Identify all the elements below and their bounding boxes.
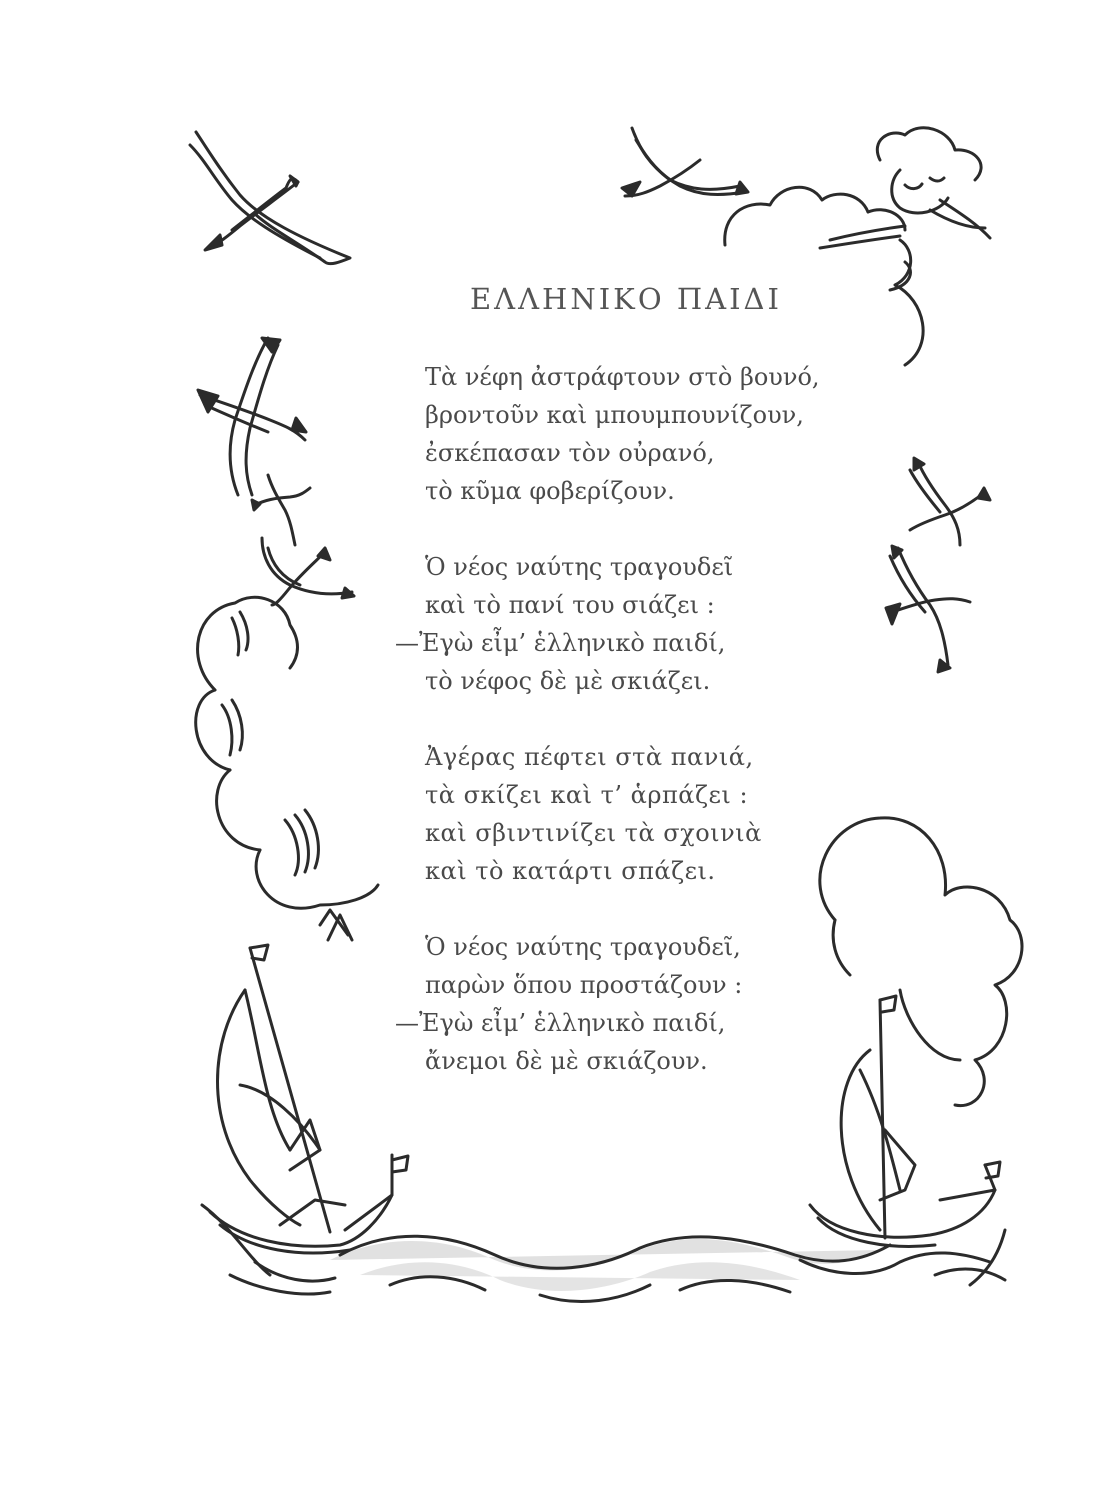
- poem-line: καὶ τὸ κατάρτι σπάζει.: [425, 857, 716, 885]
- poem-line: τὰ σκίζει καὶ τ’ ἁρπάζει :: [425, 781, 749, 809]
- stanza-3: [395, 738, 865, 890]
- seagull-icon: [886, 546, 970, 672]
- poem-line: —Ἐγὼ εἶμ’ ἑλληνικὸ παιδί,: [395, 629, 726, 657]
- poem-line: παρὼν ὅπου προστάζουν :: [425, 971, 743, 999]
- poem-body: [395, 358, 865, 1118]
- seagull-icon: [190, 132, 350, 264]
- poem-line: τὸ κῦμα φοβερίζουν.: [425, 477, 675, 505]
- stanza-4: [395, 928, 865, 1080]
- poem-line: τὸ νέφος δὲ μὲ σκιάζει.: [425, 667, 711, 695]
- poem-line: —Ἐγὼ εἶμ’ ἑλληνικὸ παιδί,: [395, 1009, 726, 1037]
- poem-line: Τὰ νέφη ἀστράφτουν στὸ βουνό,: [425, 363, 820, 391]
- stanza-2: [395, 548, 865, 700]
- poem-line: Ἀγέρας πέφτει στὰ πανιά,: [425, 743, 754, 771]
- seagull-icon: [262, 538, 354, 605]
- poem-line: βροντοῦν καὶ μπουμπουνίζουν,: [425, 401, 804, 429]
- sailboat-icon: [210, 945, 408, 1253]
- poem-line: καὶ τὸ πανί του σιάζει :: [425, 591, 715, 619]
- cloud-icon: [725, 187, 923, 365]
- poem-line: ἄνεμοι δὲ μὲ σκιάζουν.: [425, 1047, 708, 1075]
- poem-line: ἐσκέπασαν τὸν οὐρανό,: [425, 439, 715, 467]
- stanza-1: [395, 358, 865, 510]
- seagull-icon: [252, 475, 310, 545]
- seagull-icon: [910, 458, 990, 545]
- poem-line: Ὁ νέος ναύτης τραγουδεῖ: [425, 553, 734, 581]
- poem-line: Ὁ νέος ναύτης τραγουδεῖ,: [425, 933, 741, 961]
- cloud-icon: [196, 597, 378, 940]
- seagull-icon: [622, 128, 748, 196]
- poem-line: καὶ σβιντινίζει τὰ σχοινιὰ: [425, 819, 762, 847]
- seagull-icon: [198, 338, 306, 495]
- poem-title: ΕΛΛΗΝΙΚΟ ΠΑΙΔΙ: [470, 282, 782, 316]
